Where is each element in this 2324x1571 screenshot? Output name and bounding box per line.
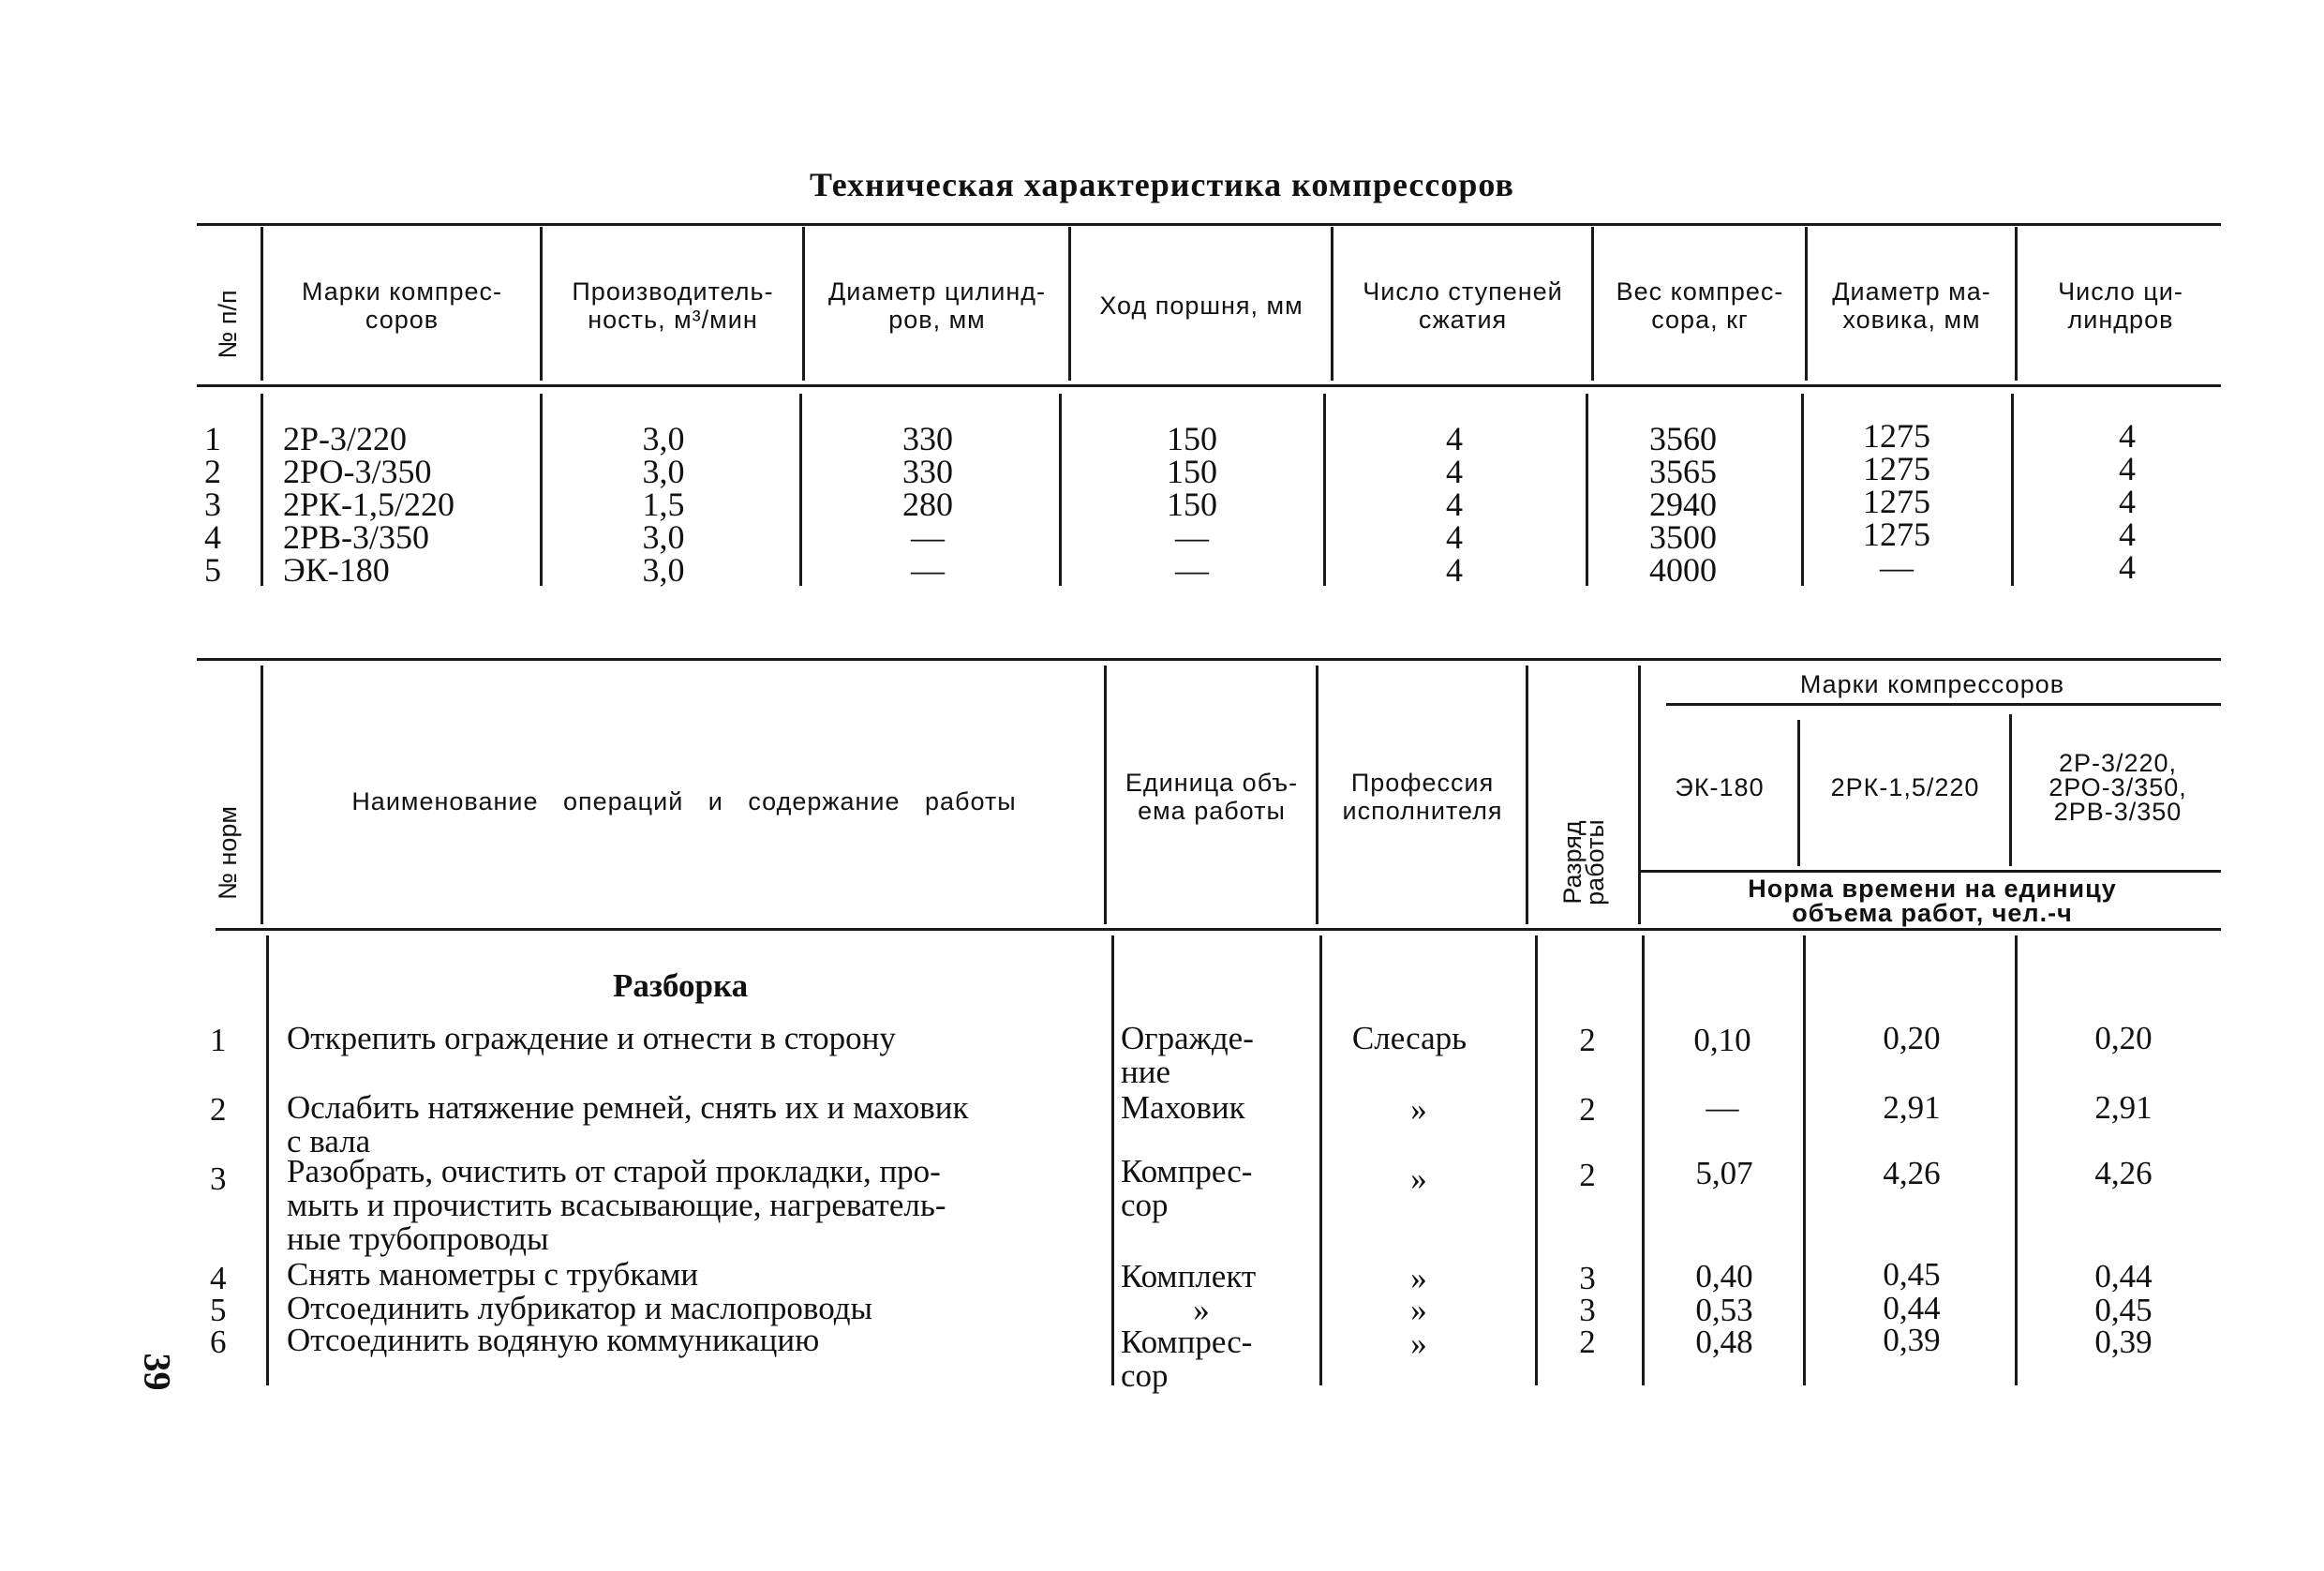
t2-value-ek180: 0,40 [1695,1258,1753,1294]
t1-header-cylinders: Число ци- линдров [2058,277,2183,334]
t2-value-2rk: 4,26 [1883,1155,1941,1191]
t1-bvline [2011,394,2014,586]
t2-hvline [1526,666,1528,924]
t2-unit: Огражде- ние [1121,1020,1254,1090]
t1-header-cyl-diameter: Диаметр цилинд- ров, мм [828,277,1046,334]
table1-top-rule [197,223,2221,226]
t2-value-ek180: 0,48 [1695,1324,1753,1360]
t2-profession: » [1410,1160,1427,1197]
t2-header-brands: Марки компрессоров [1799,670,2065,698]
t2-value-ek180: 0,10 [1693,1022,1751,1058]
t2-grade: 2 [1579,1324,1596,1360]
t1-capacity: 3,0 [642,551,685,589]
t1-header-weight: Вес компрес- сора, кг [1616,277,1784,334]
t2-profession: » [1410,1260,1427,1296]
t2-grade: 3 [1579,1260,1596,1296]
t2-value-ek180: — [1706,1089,1739,1126]
t2-grade: 2 [1579,1091,1596,1128]
t1-brand: 2РВ-3/350 [283,518,430,556]
t1-bvline [540,394,543,586]
t2-header-profession: Профессия исполнителя [1342,769,1503,825]
t1-brand: 2Р-3/220 [283,420,408,457]
t1-header-stroke: Ход поршня, мм [1099,292,1304,320]
t2-value-2rk: 0,45 [1883,1256,1941,1293]
t1-diameter: 330 [902,453,953,490]
t1-stages: 4 [1446,453,1463,490]
t1-weight: 3560 [1649,420,1717,457]
table2-norm-rule [1638,870,2221,873]
t2-value-2r: 0,39 [2094,1324,2153,1360]
t2-unit: Комплект [1121,1258,1257,1294]
t2-hvline [261,666,263,924]
t2-value-2r: 0,44 [2094,1258,2153,1294]
t2-hvline [1797,720,1800,866]
t1-hvline [1068,227,1071,381]
t1-header-capacity: Производитель- ность, м³/мин [572,277,774,334]
t1-diameter: — [911,518,945,556]
t1-brand: 2РК-1,5/220 [283,486,455,523]
t2-header-name: Наименование операций и содержание работы [351,787,1017,815]
t1-stages: 4 [1446,518,1463,556]
t1-capacity: 3,0 [642,518,685,556]
t2-profession: » [1410,1325,1427,1362]
t2-operation: Ослабить натяжение ремней, снять их и маховик с вала [287,1089,969,1160]
t1-stages: 4 [1446,486,1463,523]
t1-bvline [1586,394,1588,586]
t2-hvline [2009,714,2012,866]
t1-bvline [1059,394,1062,586]
t2-value-2rk: 0,44 [1883,1290,1941,1326]
t2-value-2rk: 0,20 [1883,1020,1941,1056]
t1-weight: 4000 [1649,551,1717,589]
t2-bvline [1319,935,1322,1385]
t2-hvline [1638,666,1641,924]
t2-bvline [266,935,269,1385]
t2-profession: Слесарь [1351,1020,1467,1056]
t1-stages: 4 [1446,420,1463,457]
t1-stroke: — [1175,518,1209,556]
t1-hvline [1805,227,1808,381]
t2-unit: Компрес- сор [1121,1324,1253,1394]
t1-diameter: 280 [902,486,953,523]
page-title: Техническая характеристика компрессоров [810,166,1514,203]
t1-flywheel: 1275 [1863,417,1930,455]
t1-stages: 4 [1446,551,1463,589]
t1-stroke: — [1175,551,1209,589]
t2-unit: Маховик [1121,1089,1245,1126]
t1-bvline [1801,394,1804,586]
t1-weight: 2940 [1649,486,1717,523]
t2-value-2r: 0,45 [2094,1292,2153,1328]
t2-header-unit: Единица объ- ема работы [1125,769,1299,825]
table2-brands-rule [1666,703,2221,706]
t2-bvline [1642,935,1645,1385]
t1-hvline [1331,227,1333,381]
t2-bvline [1803,935,1806,1385]
t2-value-2r: 0,20 [2094,1020,2153,1056]
t1-diameter: 330 [902,420,953,457]
t1-header-flywheel: Диаметр ма- ховика, мм [1832,277,1991,334]
t1-capacity: 1,5 [642,486,685,523]
t1-cylinders: 4 [2119,450,2136,487]
t2-num: 1 [210,1022,227,1058]
t1-stroke: 150 [1167,486,1217,523]
t2-profession: » [1410,1091,1427,1128]
t1-cylinders: 4 [2119,483,2136,520]
t1-hvline [2015,227,2018,381]
t2-header-brand-2r: 2Р-3/220, 2РО-3/350, 2РВ-3/350 [2048,749,2187,826]
t1-hvline [1591,227,1594,381]
table1-header-rule [197,384,2221,387]
t2-value-ek180: 0,53 [1695,1292,1753,1328]
t1-bvline [261,394,263,586]
t2-unit: » [1193,1292,1210,1328]
t1-flywheel: 1275 [1863,516,1930,553]
t2-grade: 2 [1579,1022,1596,1058]
t1-capacity: 3,0 [642,453,685,490]
t2-num: 5 [210,1292,227,1328]
t2-bvline [2015,935,2018,1385]
t1-header-num: № п/п [214,290,242,359]
t2-header-grade: Разряд работы [1558,819,1609,905]
t2-grade: 2 [1579,1157,1596,1193]
t2-value-ek180: 5,07 [1695,1155,1753,1191]
t2-value-2r: 4,26 [2094,1155,2153,1191]
t1-hvline [261,227,263,381]
table2-top-rule [197,658,2221,661]
page-number: 39 [136,1353,179,1391]
t1-flywheel: 1275 [1863,483,1930,520]
t2-operation: Открепить ограждение и отнести в сторону [287,1020,896,1056]
t2-num: 3 [210,1160,227,1197]
t2-operation: Отсоединить лубрикатор и маслопроводы [287,1290,873,1326]
t2-header-norm: Норма времени на единицу объема работ, чел.-ч [1748,875,2117,927]
t1-flywheel: — [1880,548,1914,586]
t1-cylinders: 4 [2119,548,2136,586]
t2-header-brand-2rk: 2РК-1,5/220 [1830,773,1980,801]
t1-hvline [540,227,543,381]
t2-value-2r: 2,91 [2094,1089,2153,1126]
t2-operation: Отсоединить водяную коммуникацию [287,1322,820,1358]
t1-header-brand: Марки компрес- соров [301,277,503,334]
t1-stroke: 150 [1167,420,1217,457]
t1-num: 5 [204,551,221,589]
t1-brand: ЭК-180 [283,551,390,589]
t2-profession: » [1410,1292,1427,1328]
t1-brand: 2РО-3/350 [283,453,432,490]
section-title: Разборка [613,967,749,1004]
t1-num: 3 [204,486,221,523]
t1-num: 2 [204,453,221,490]
t1-weight: 3565 [1649,453,1717,490]
t1-diameter: — [911,551,945,589]
t1-num: 1 [204,420,221,457]
t2-num: 2 [210,1091,227,1128]
t2-operation: Снять манометры с трубками [287,1256,699,1293]
t2-header-num: № норм [214,806,242,900]
t2-hvline [1104,666,1107,924]
t2-bvline [1535,935,1538,1385]
t1-capacity: 3,0 [642,420,685,457]
t2-header-brand-ek180: ЭК-180 [1675,773,1765,801]
t1-hvline [802,227,805,381]
t1-weight: 3500 [1649,518,1717,556]
t1-bvline [1323,394,1326,586]
t1-cylinders: 4 [2119,516,2136,553]
t2-value-2rk: 2,91 [1883,1089,1941,1126]
t2-grade: 3 [1579,1292,1596,1328]
t2-num: 4 [210,1260,227,1296]
t1-stroke: 150 [1167,453,1217,490]
t1-flywheel: 1275 [1863,450,1930,487]
t1-bvline [799,394,802,586]
t2-num: 6 [210,1324,227,1360]
t2-value-2rk: 0,39 [1883,1322,1941,1358]
t2-bvline [1111,935,1114,1385]
t1-num: 4 [204,518,221,556]
t2-operation: Разобрать, очистить от старой прокладки, про- мыть и прочистить всасывающие, нагреватель- ные трубопроводы [287,1153,946,1257]
t2-unit: Компрес- сор [1121,1153,1253,1223]
table2-header-rule [216,928,2221,931]
t1-header-stages: Число ступеней сжатия [1363,277,1563,334]
t1-cylinders: 4 [2119,417,2136,455]
t2-hvline [1316,666,1318,924]
